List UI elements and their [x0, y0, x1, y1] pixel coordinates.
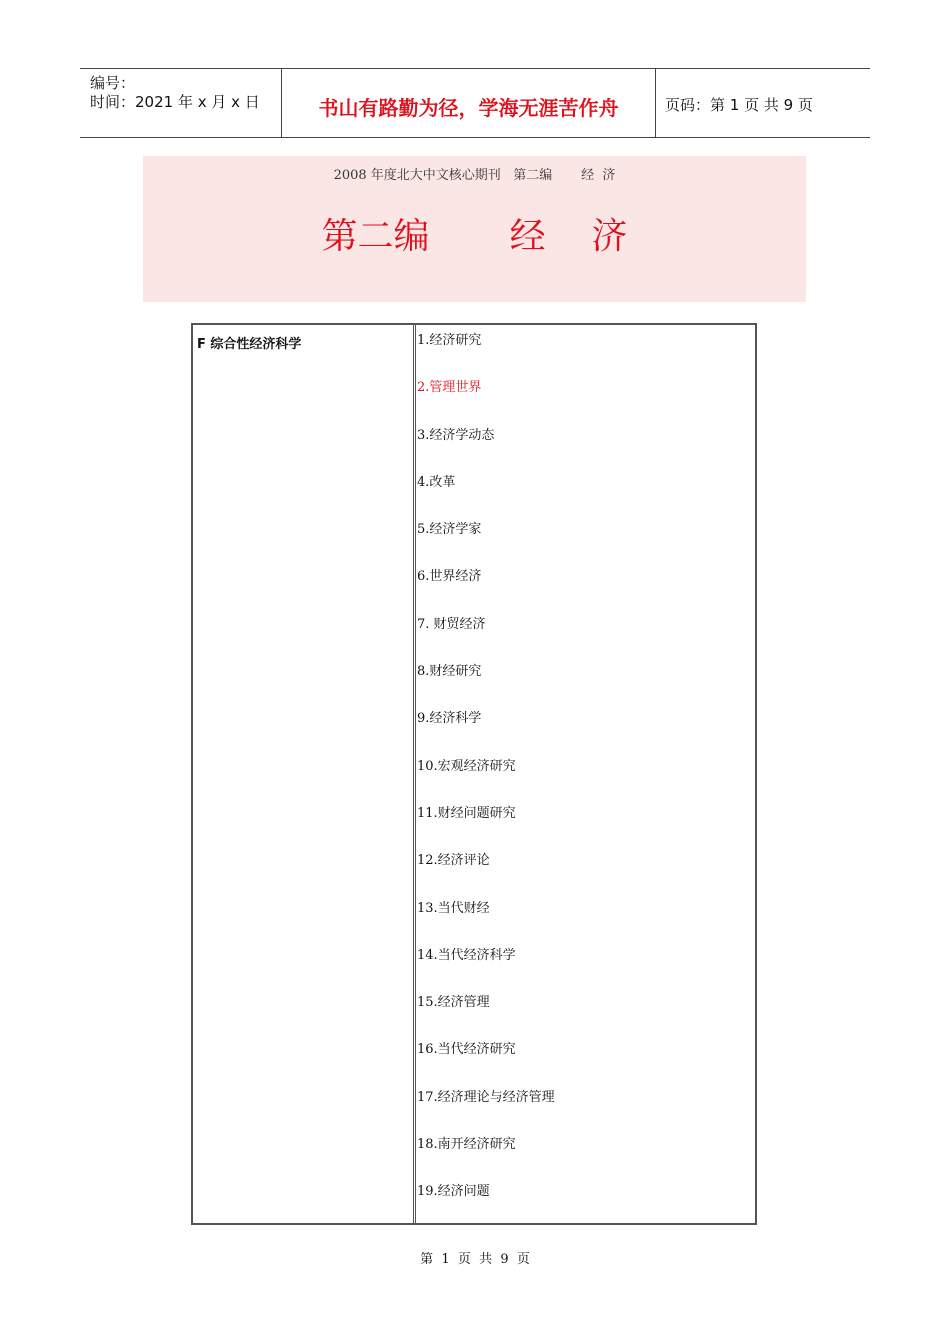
journal-item: 6.世界经济 [417, 569, 482, 585]
column-divider [413, 325, 416, 1223]
header-motto-cell [281, 69, 656, 137]
journal-item: 8.财经研究 [417, 664, 482, 680]
journal-item: 15.经济管理 [417, 995, 490, 1011]
document-time-label: 时间：2021 年 x 月 x 日 [90, 93, 260, 111]
journal-list [417, 333, 555, 1232]
header-page-label: 页码：第 1 页 共 9 页 [665, 96, 813, 114]
journal-item: 3.经济学动态 [417, 427, 495, 443]
header-page-cell [655, 69, 870, 137]
header-motto: 书山有路勤为径，学海无涯苦作舟 [318, 96, 619, 120]
journal-item: 9.经济科学 [417, 711, 482, 727]
banner-subtitle: 2008 年度北大中文核心期刊 第二编 经 济 [333, 168, 616, 183]
journal-item: 14.当代经济科学 [417, 947, 516, 963]
journal-item: 16.当代经济研究 [417, 1042, 516, 1058]
journal-table [191, 323, 757, 1225]
journal-item: 19.经济问题 [417, 1184, 490, 1200]
header-meta-cell [80, 69, 281, 137]
journal-item: 18.南开经济研究 [417, 1137, 516, 1153]
journal-item: 11.财经问题研究 [417, 805, 516, 821]
journal-item: 5.经济学家 [417, 522, 482, 538]
journal-item: 12.经济评论 [417, 853, 490, 869]
category-cell: F 综合性经济科学 [197, 337, 302, 352]
document-number-label: 编号： [90, 74, 136, 92]
banner-title: 第二编 经 济 [321, 216, 628, 257]
journal-item: 4.改革 [417, 474, 456, 490]
journal-item: 2.管理世界 [417, 380, 482, 396]
document-header [80, 68, 870, 138]
journal-item: 10.宏观经济研究 [417, 758, 516, 774]
journal-item: 1.经济研究 [417, 333, 482, 348]
journal-item: 13.当代财经 [417, 900, 490, 916]
journal-item: 17.经济理论与经济管理 [417, 1089, 555, 1105]
journal-item: 7. 财贸经济 [417, 616, 486, 632]
page-footer: 第 1 页 共 9 页 [420, 1252, 530, 1267]
section-banner [143, 156, 806, 302]
